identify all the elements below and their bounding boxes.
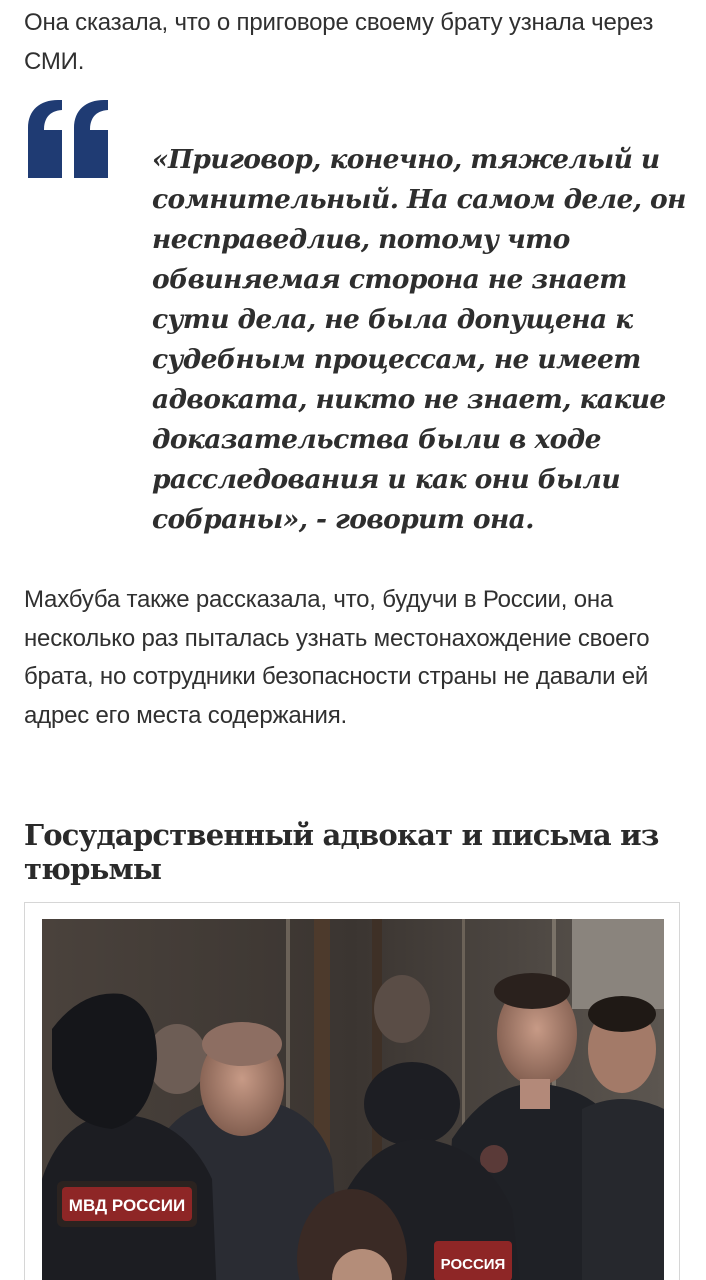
article-photo[interactable] bbox=[42, 919, 664, 1280]
section-heading: Государственный адвокат и письма из тюрьмы bbox=[24, 818, 659, 886]
courtroom-photo bbox=[42, 919, 664, 1280]
badge-left-text: МВД РОССИИ bbox=[68, 1196, 186, 1215]
paragraph-intro: Она сказала, что о приговоре своему брату узнала через СМИ. bbox=[24, 9, 654, 75]
photo-frame bbox=[24, 902, 680, 1280]
quote-mark-icon bbox=[24, 98, 112, 180]
pull-quote: «Приговор, конечно, тяжелый и сомнительный. На самом деле, он несправедлив, потому что обвиняемая сторона не знает сути дела, не была допущена к судебным процессам, не имеет адвоката, никто не знает, какие доказательства были в ходе расследования и как они были собраны», - говорит она. bbox=[152, 144, 686, 535]
badge-right-text: РОССИЯ bbox=[440, 1256, 506, 1273]
paragraph-body: Махбуба также рассказала, что, будучи в России, она несколько раз пыталась узнать местонахождение своего брата, но сотрудники безопасности страны не давали ей адрес его места содержания. bbox=[24, 586, 650, 729]
